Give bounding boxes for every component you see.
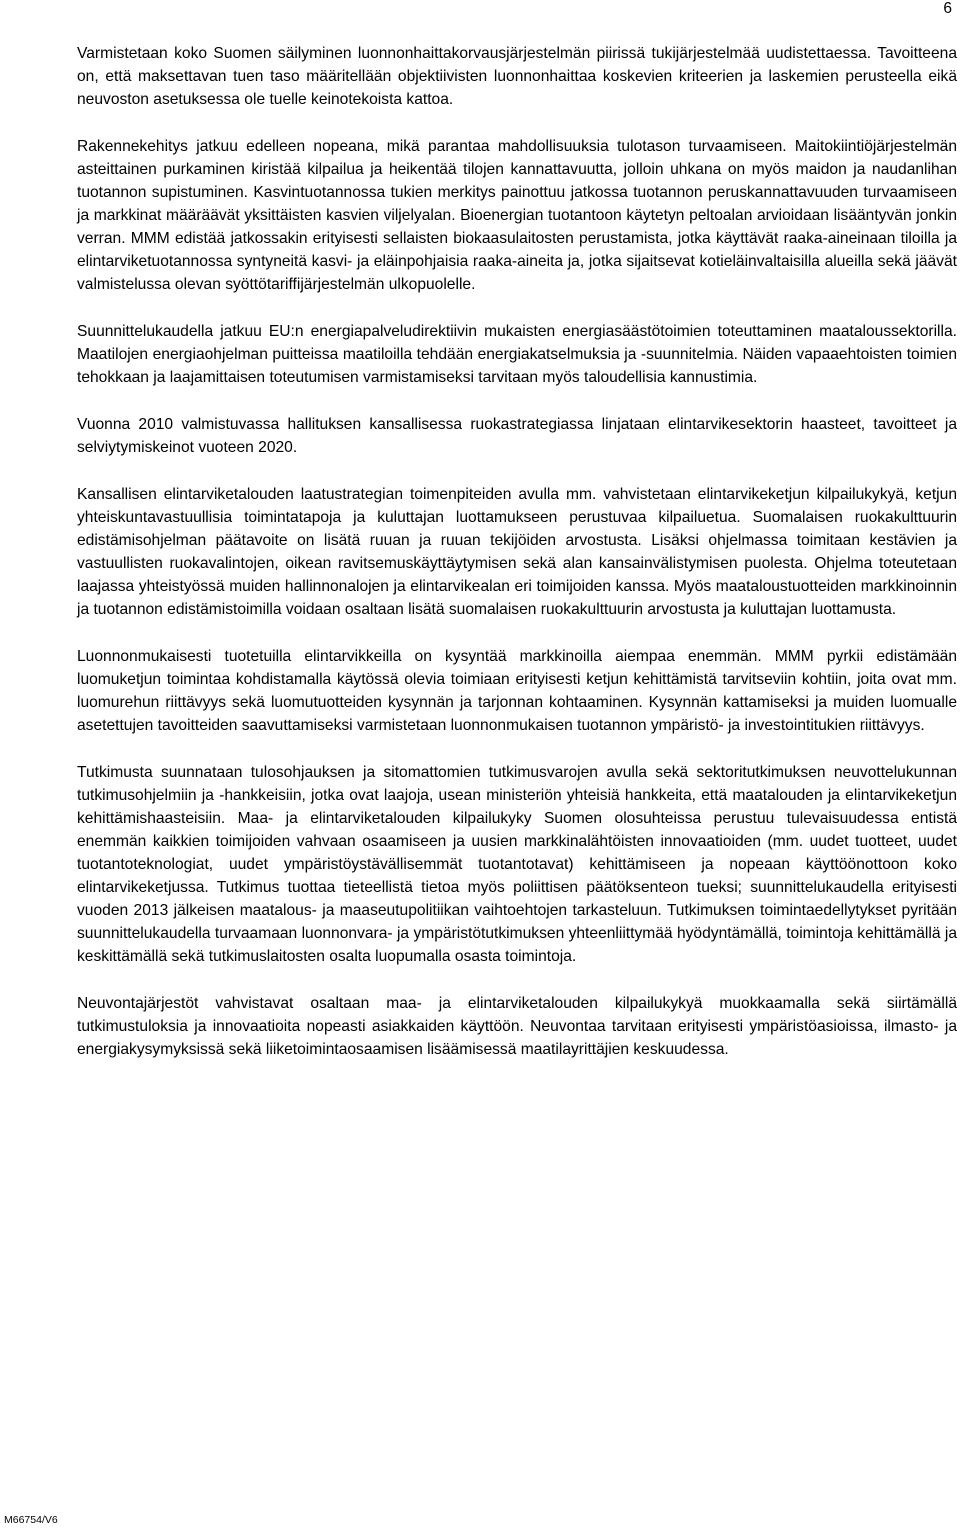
paragraph-energy-efficiency: Suunnittelukaudella jatkuu EU:n energiapalveludirektiivin mukaisten energiasäästötoimien toteuttaminen maataloussektorilla. Maatilojen energiaohjelman puitteissa maatiloilla tehdään energiakatselmuksia ja -suunnitelmia. Näiden vapaaehtoisten toimien tehokkaan ja laajamittaisen toteutumisen varmistamiseksi tarvitaan myös taloudellisia kannustimia. [77,323,957,386]
paragraph-research: Tutkimusta suunnataan tulosohjauksen ja sitomattomien tutkimusvarojen avulla sekä sektoritutkimuksen neuvottelukunnan tutkimusohjelmiin ja -hankkeisiin, jotka ovat laajoja, usean ministeriön yhteisiä hankkeita, että maatalouden ja elintarvikeketjun kehittämishaasteisiin. Maa- ja elintarviketalouden kilpailukyky Suomen olosuhteissa perustuu tulevaisuudessa entistä enemmän kaikkien toimijoiden vahvaan osaamiseen ja uusien markkinalähtöisten innovaatioiden (mm. uudet tuotteet, uudet tuotantoteknologiat, uudet ympäristöystävällisemmät tuotantotavat) kehittämiseen ja nopeaan käyttöönottoon koko elintarvikeketjussa. Tutkimus tuottaa tieteellistä tietoa myös poliittisen päätöksenteon tueksi; suunnittelukaudella erityisesti vuoden 2013 jälkeisen maatalous- ja maaseutupolitiikan vaihtoehtojen tarkasteluun. Tutkimuksen toimintaedellytykset pyritään suunnittelukaudella turvaamaan luonnonvara- ja ympäristötutkimuksen yhteenliittymää hyödyntämällä, toimintoja kehittämällä ja keskittämällä sekä tutkimuslaitosten osalta luopumalla osasta toimintoja. [77,764,957,965]
paragraph-organic-food: Luonnonmukaisesti tuotetuilla elintarvikkeilla on kysyntää markkinoilla aiempaa enemmän. MMM pyrkii edistämään luomuketjun toimintaa kohdistamalla käytössä olevia toimiaan erityisesti ketjun kehittämistä tarvitseviin kohtiin, joita ovat mm. luomurehun riittävyys sekä luomutuotteiden kysynnän ja tarjonnan kohtaaminen. Kysynnän kattamiseksi ja muiden luomualle asetettujen tavoitteiden saavuttamiseksi varmistetaan luonnonmukaisen tuotannon ympäristö- ja investointitukien riittävyys. [77,648,957,734]
document-code: M66754/V6 [4,1514,58,1526]
paragraph-structural-development: Rakennekehitys jatkuu edelleen nopeana, mikä parantaa mahdollisuuksia tulotason turvaamiseen. Maitokiintiöjärjestelmän asteittainen purkaminen kiristää kilpailua ja heikentää tilojen kannattavuutta, jolloin uhkana on myös maidon ja naudanlihan tuotannon supistuminen. Kasvintuotannossa tukien merkitys painottuu jatkossa tuotannon peruskannattavuuden turvaamiseen ja markkinat määräävät yksittäisten kasvien viljelyalan. Bioenergian tuotantoon käytetyn peltoalan arvioidaan lisääntyvän jonkin verran. MMM edistää jatkossakin erityisesti sellaisten biokaasulaitosten perustamista, jotka käyttävät raaka-aineinaan tiloilla ja elintarviketuotannossa syntyneitä kasvi- ja eläinpohjaisia raaka-aineita ja, jotka sijaitsevat kotieläinvaltaisilla alueilla sekä jäävät valmistelussa olevan syöttötariffijärjestelmän ulkopuolelle. [77,138,957,293]
document-body [77,42,957,1085]
paragraph-natural-handicap: Varmistetaan koko Suomen säilyminen luonnonhaittakorvausjärjestelmän piirissä tukijärjestelmää uudistettaessa. Tavoitteena on, että maksettavan tuen taso määritellään objektiivisten luonnonhaittaa koskevien kriteerien ja laskemien perusteella eikä neuvoston asetuksessa ole tuelle keinotekoista kattoa. [77,45,957,108]
paragraph-quality-strategy: Kansallisen elintarviketalouden laatustrategian toimenpiteiden avulla mm. vahvistetaan elintarvikeketjun kilpailukykyä, ketjun yhteiskuntavastuullisia toimintatapoja ja kuluttajan luottamukseen perustuvaa kilpailuetua. Suomalaisen ruokakulttuurin edistämisohjelman päätavoite on lisätä ruuan ja ruuan tekijöiden arvostusta. Lisäksi ohjelmassa toimitaan kestävien ja vastuullisten ruokavalintojen, oikean ravitsemuskäyttäytymisen sekä alan kansainvälistymisen puolesta. Ohjelma toteutetaan laajassa yhteistyössä muiden hallinnonalojen ja elintarvikealan eri toimijoiden kanssa. Myös maataloustuotteiden markkinoinnin ja tuotannon edistämistoimilla voidaan osaltaan lisätä suomalaisen ruokakulttuurin arvostusta ja kuluttajan luottamusta. [77,486,957,618]
paragraph-advisory-organisations: Neuvontajärjestöt vahvistavat osaltaan maa- ja elintarviketalouden kilpailukykyä muokkaamalla sekä siirtämällä tutkimustuloksia ja innovaatioita nopeasti asiakkaiden käyttöön. Neuvontaa tarvitaan erityisesti ympäristöasioissa, ilmasto- ja energiakysymyksissä sekä liiketoimintaosaamisen lisäämisessä maatilayrittäjien keskuudessa. [77,995,957,1058]
paragraph-food-strategy: Vuonna 2010 valmistuvassa hallituksen kansallisessa ruokastrategiassa linjataan elintarvikesektorin haasteet, tavoitteet ja selviytymiskeinot vuoteen 2020. [77,416,957,456]
page-number: 6 [943,0,952,17]
